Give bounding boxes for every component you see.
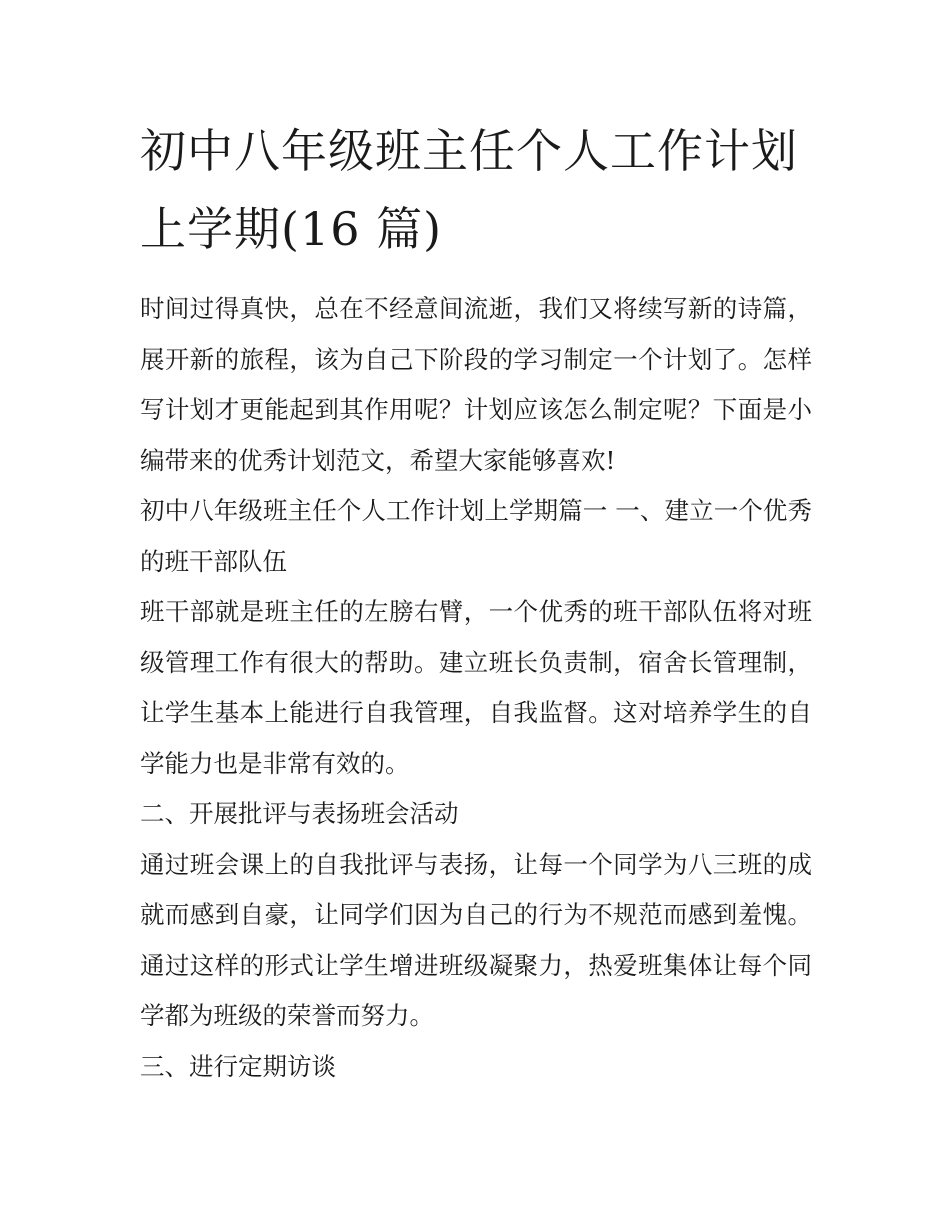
section-heading-2: 二、开展批评与表扬班会活动 <box>140 799 459 828</box>
document-title: 初中八年级班主任个人工作计划上学期(16 篇) <box>140 124 798 256</box>
document-page <box>140 112 812 1092</box>
document-body <box>140 284 812 1092</box>
body-paragraph-1: 班干部就是班主任的左膀右臂，一个优秀的班干部队伍将对班级管理工作有很大的帮助。建立班长负责制，宿舍长管理制，让学生基本上能进行自我管理，自我监督。这对培养学生的自学能力也是非常有效的。 <box>140 597 812 778</box>
section-heading-3: 三、进行定期访谈 <box>140 1051 336 1081</box>
intro-paragraph: 时间过得真快，总在不经意间流逝，我们又将续写新的诗篇，展开新的旅程，该为自己下阶段的学习制定一个计划了。怎样写计划才更能起到其作用呢？计划应该怎么制定呢？下面是小编带来的优秀计划范文，希望大家能够喜欢! <box>140 294 812 475</box>
body-paragraph-2: 通过班会课上的自我批评与表扬，让每一个同学为八三班的成就而感到自豪，让同学们因为自己的行为不规范而感到羞愧。通过这样的形式让学生增进班级凝聚力，热爱班集体让每个同学都为班级的荣誉而努力。 <box>140 849 812 1030</box>
section-heading-1: 初中八年级班主任个人工作计划上学期篇一 一、建立一个优秀的班干部队伍 <box>140 496 812 576</box>
